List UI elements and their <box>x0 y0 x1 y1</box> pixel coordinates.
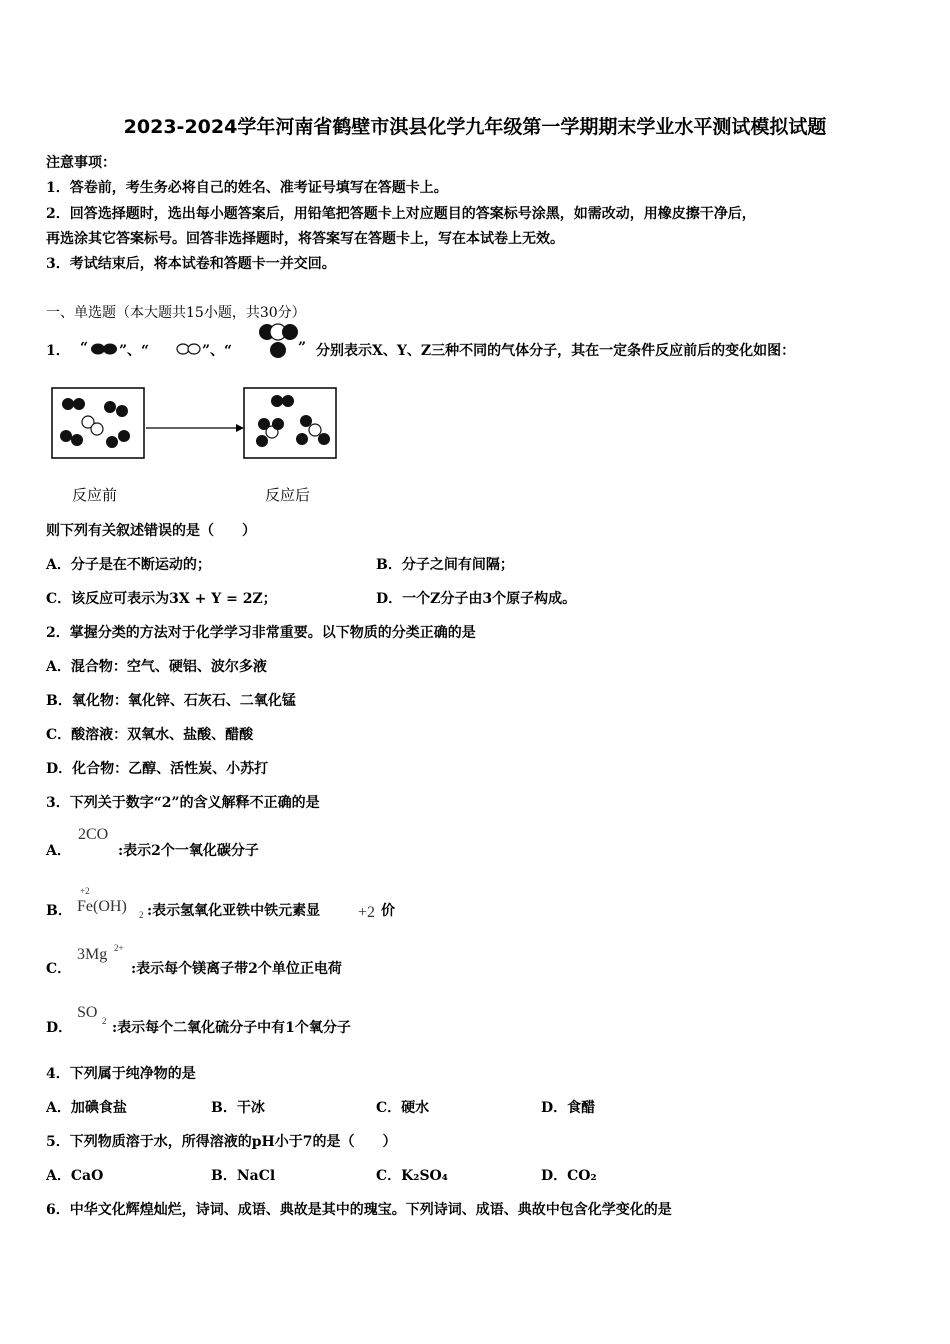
q2-option-a: A．混合物：空气、硬铝、波尔多液 <box>46 659 267 675</box>
q5-option-b: B．NaCl <box>211 1168 276 1184</box>
q3-b-text: :表示氢氧化亚铁中铁元素显 <box>147 903 321 919</box>
q3-stem: 3．下列关于数字“2”的含义解释不正确的是 <box>46 795 320 811</box>
q1-quote: “ <box>80 340 89 356</box>
q1-option-c: C．该反应可表示为3X + Y = 2Z； <box>46 591 277 607</box>
q4-option-d: D．食醋 <box>541 1100 596 1116</box>
q2-stem: 2．掌握分类的方法对于化学学习非常重要。以下物质的分类正确的是 <box>46 625 476 641</box>
q1-stem: 分别表示X、Y、Z三种不同的气体分子，其在一定条件反应前后的变化如图： <box>316 343 796 359</box>
q3-c-formula: 3Mg <box>77 946 108 963</box>
q5-option-a: A．CaO <box>46 1168 104 1184</box>
q4-option-c: C．硬水 <box>376 1100 430 1116</box>
q3-b-formula: Fe(OH) <box>77 898 127 915</box>
q5-option-c: C．K₂SO₄ <box>376 1168 448 1184</box>
notice-item: 1．答卷前，考生务必将自己的姓名、准考证号填写在答题卡上。 <box>46 180 448 196</box>
q1-ask: 则下列有关叙述错误的是（ ） <box>46 523 256 539</box>
q2-option-d: D．化合物：乙醇、活性炭、小苏打 <box>46 761 269 777</box>
q3-option-a-label: A． <box>46 843 71 859</box>
q3-a-formula: 2CO <box>78 826 109 843</box>
q3-option-c-label: C． <box>46 961 72 977</box>
q3-a-text: :表示2个一氧化碳分子 <box>118 843 259 859</box>
caption-after: 反应后 <box>265 486 311 504</box>
q3-c-text: :表示每个镁离子带2个单位正电荷 <box>131 961 342 977</box>
q3-d-sub: 2 <box>102 1016 107 1026</box>
caption-before: 反应前 <box>72 486 118 504</box>
q1-quote: ” <box>298 340 307 356</box>
q1-quote: ”、“ <box>202 343 233 359</box>
q3-b-val: +2 <box>358 904 376 921</box>
q4-option-a: A．加碘食盐 <box>46 1100 127 1116</box>
q3-d-formula: SO <box>77 1004 98 1021</box>
notice-item: 2．回答选择题时，选出每小题答案后，用铅笔把答题卡上对应题目的答案标号涂黑，如需改动，用橡皮擦干净后， <box>46 206 756 222</box>
molecule-z-icon <box>253 320 303 360</box>
notice-item: 再选涂其它答案标号。回答非选择题时，将答案写在答题卡上，写在本试卷上无效。 <box>46 231 564 247</box>
q3-b-sup: +2 <box>80 886 90 896</box>
q1-option-b: B．分子之间有间隔； <box>376 557 514 573</box>
q3-b-tail: 价 <box>381 903 395 919</box>
notice-heading: 注意事项： <box>46 155 116 171</box>
q5-option-d: D．CO₂ <box>541 1168 597 1184</box>
q2-option-c: C．酸溶液：双氧水、盐酸、醋酸 <box>46 727 254 743</box>
q5-stem: 5．下列物质溶于水，所得溶液的pH小于7的是（ ） <box>46 1134 397 1150</box>
q1-option-d: D．一个Z分子由3个原子构成。 <box>376 591 577 607</box>
q3-c-sup: 2+ <box>114 943 124 953</box>
section-heading: 一、单选题（本大题共15小题，共30分） <box>46 305 306 321</box>
q3-b-sub: 2 <box>139 910 144 920</box>
q3-d-text: :表示每个二氧化硫分子中有1个氧分子 <box>112 1020 351 1036</box>
q2-option-b: B．氧化物：氧化锌、石灰石、二氧化锰 <box>46 693 296 709</box>
q3-option-b-label: B． <box>46 903 72 919</box>
q3-option-d-label: D． <box>46 1020 73 1036</box>
q6-stem: 6．中华文化辉煌灿烂，诗词、成语、典故是其中的瑰宝。下列诗词、成语、典故中包含化学变化的是 <box>46 1202 672 1218</box>
q1-option-a: A．分子是在不断运动的； <box>46 557 211 573</box>
notice-item: 3．考试结束后，将本试卷和答题卡一并交回。 <box>46 256 336 272</box>
page-title: 2023-2024学年河南省鹤壁市淇县化学九年级第一学期期末学业水平测试模拟试题 <box>123 116 827 138</box>
q1-quote: ”、“ <box>119 343 150 359</box>
q1-number: 1． <box>46 343 70 359</box>
q4-stem: 4．下列属于纯净物的是 <box>46 1066 196 1082</box>
q4-option-b: B．干冰 <box>211 1100 265 1116</box>
reaction-diagram <box>50 384 350 466</box>
